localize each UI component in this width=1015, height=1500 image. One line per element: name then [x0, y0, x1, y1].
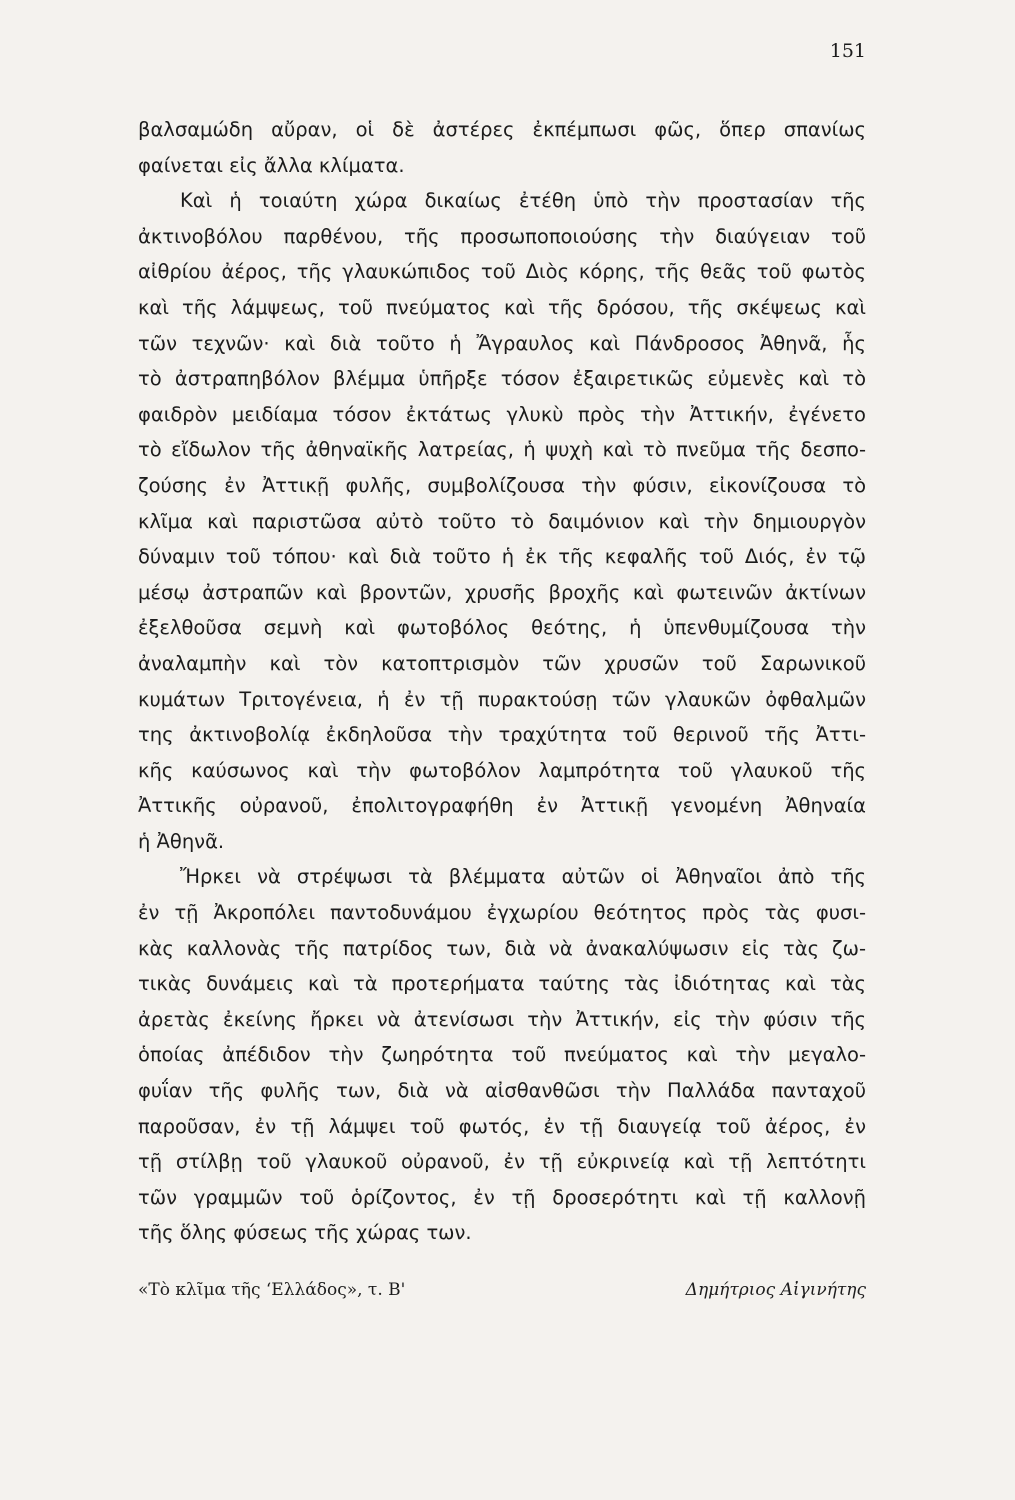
text-line: βαλσαμώδη αὔραν, οἱ δὲ ἀστέρες ἐκπέμπωσι φῶς, ὅπερ σπανίως [138, 118, 866, 141]
text-line: ἀναλαμπὴν καὶ τὸν κατοπτρισμὸν τῶν χρυσῶν τοῦ Σαρωνικοῦ [138, 651, 866, 675]
text-line: καὶ τῆς λάμψεως, τοῦ πνεύματος καὶ τῆς δρόσου, τῆς σκέψεως καὶ [138, 295, 866, 319]
text-line: δύναμιν τοῦ τόπου· καὶ διὰ τοῦτο ἡ ἐκ τῆς κεφαλῆς τοῦ Διός, ἐν τῷ [138, 545, 866, 569]
text-line: ἐν τῇ Ἀκροπόλει παντοδυνάμου ἐγχωρίου θεότητος πρὸς τὰς φυσι- [138, 901, 866, 925]
source-citation: «Τὸ κλῖμα τῆς ‘Ελλάδος», τ. Β' [138, 1280, 406, 1300]
text-line: ἀκτινοβόλου παρθένου, τῆς προσωποποιούσης τὴν διαύγειαν τοῦ [138, 224, 866, 248]
text-line: μέσῳ ἀστραπῶν καὶ βροντῶν, χρυσῆς βροχῆς καὶ φωτεινῶν ἀκτίνων [138, 580, 866, 604]
text-line: ἡ Ἀθηνᾶ. [138, 829, 225, 853]
text-line: φαιδρὸν μειδίαμα τόσον ἐκτάτως γλυκὺ πρὸς τὴν Ἀττικήν, ἐγένετο [138, 402, 866, 426]
text-line: Καὶ ἡ τοιαύτη χώρα δικαίως ἐτέθη ὑπὸ τὴν προστασίαν τῆς [180, 189, 866, 213]
text-line: ζούσης ἐν Ἀττικῇ φυλῆς, συμβολίζουσα τὴν φύσιν, εἰκονίζουσα τὸ [138, 473, 866, 497]
text-line: κλῖμα καὶ παριστῶσα αὐτὸ τοῦτο τὸ δαιμόνιον καὶ τὴν δημιουργὸν [138, 509, 866, 533]
page-number: 151 [829, 40, 866, 62]
text-line: τῶν γραμμῶν τοῦ ὁρίζοντος, ἐν τῇ δροσερότητι καὶ τῇ καλλονῇ [138, 1185, 866, 1209]
text-line: ὁποίας ἀπέδιδον τὴν ζωηρότητα τοῦ πνεύματος καὶ τὴν μεγαλο- [138, 1043, 866, 1067]
text-line: κυμάτων Τριτογένεια, ἡ ἐν τῇ πυρακτούσῃ τῶν γλαυκῶν ὀφθαλμῶν [138, 687, 866, 711]
text-line: κὰς καλλονὰς τῆς πατρίδος των, διὰ νὰ ἀνακαλύψωσιν εἰς τὰς ζω- [138, 936, 866, 960]
text-line: της ἀκτινοβολίᾳ ἐκδηλοῦσα τὴν τραχύτητα τοῦ θερινοῦ τῆς Ἀττι- [138, 723, 866, 747]
text-line: ἀρετὰς ἐκείνης ἤρκει νὰ ἀτενίσωσι τὴν Ἀττικήν, εἰς τὴν φύσιν τῆς [138, 1007, 866, 1031]
text-line: Ἀττικῆς οὐρανοῦ, ἐπολιτογραφήθη ἐν Ἀττικῇ γενομένη Ἀθηναία [138, 794, 866, 818]
text-line: κῆς καύσωνος καὶ τὴν φωτοβόλον λαμπρότητα τοῦ γλαυκοῦ τῆς [138, 758, 866, 782]
text-line: φαίνεται εἰς ἄλλα κλίματα. [138, 153, 405, 177]
text-line: Ἤρκει νὰ στρέψωσι τὰ βλέμματα αὐτῶν οἱ Ἀθηναῖοι ἀπὸ τῆς [180, 865, 866, 889]
body-text [138, 112, 866, 1251]
text-line: τικὰς δυνάμεις καὶ τὰ προτερήματα ταύτης τὰς ἰδιότητας καὶ τὰς [138, 972, 866, 996]
text-line: τὸ εἴδωλον τῆς ἀθηναϊκῆς λατρείας, ἡ ψυχὴ καὶ τὸ πνεῦμα τῆς δεσπο- [138, 438, 866, 462]
text-line: ἐξελθοῦσα σεμνὴ καὶ φωτοβόλος θεότης, ἡ ὑπενθυμίζουσα τὴν [138, 616, 866, 640]
author-name: Δημήτριος Αἰγινήτης [685, 1280, 866, 1300]
citation-footer [138, 1280, 866, 1300]
text-line: τῆς ὅλης φύσεως τῆς χώρας των. [138, 1221, 472, 1245]
text-line: τὸ ἀστραπηβόλον βλέμμα ὑπῆρξε τόσον ἐξαιρετικῶς εὐμενὲς καὶ τὸ [138, 367, 866, 391]
text-line: τῶν τεχνῶν· καὶ διὰ τοῦτο ἡ Ἄγραυλος καὶ Πάνδροσος Ἀθηνᾶ, ἧς [138, 331, 866, 355]
text-line: τῇ στίλβῃ τοῦ γλαυκοῦ οὐρανοῦ, ἐν τῇ εὐκρινείᾳ καὶ τῇ λεπτότητι [138, 1150, 866, 1174]
text-line: παροῦσαν, ἐν τῇ λάμψει τοῦ φωτός, ἐν τῇ διαυγείᾳ τοῦ ἀέρος, ἐν [138, 1114, 866, 1138]
text-line: φυΐαν τῆς φυλῆς των, διὰ νὰ αἰσθανθῶσι τὴν Παλλάδα πανταχοῦ [138, 1079, 866, 1103]
text-line: αἰθρίου ἀέρος, τῆς γλαυκώπιδος τοῦ Διὸς κόρης, τῆς θεᾶς τοῦ φωτὸς [138, 260, 866, 284]
